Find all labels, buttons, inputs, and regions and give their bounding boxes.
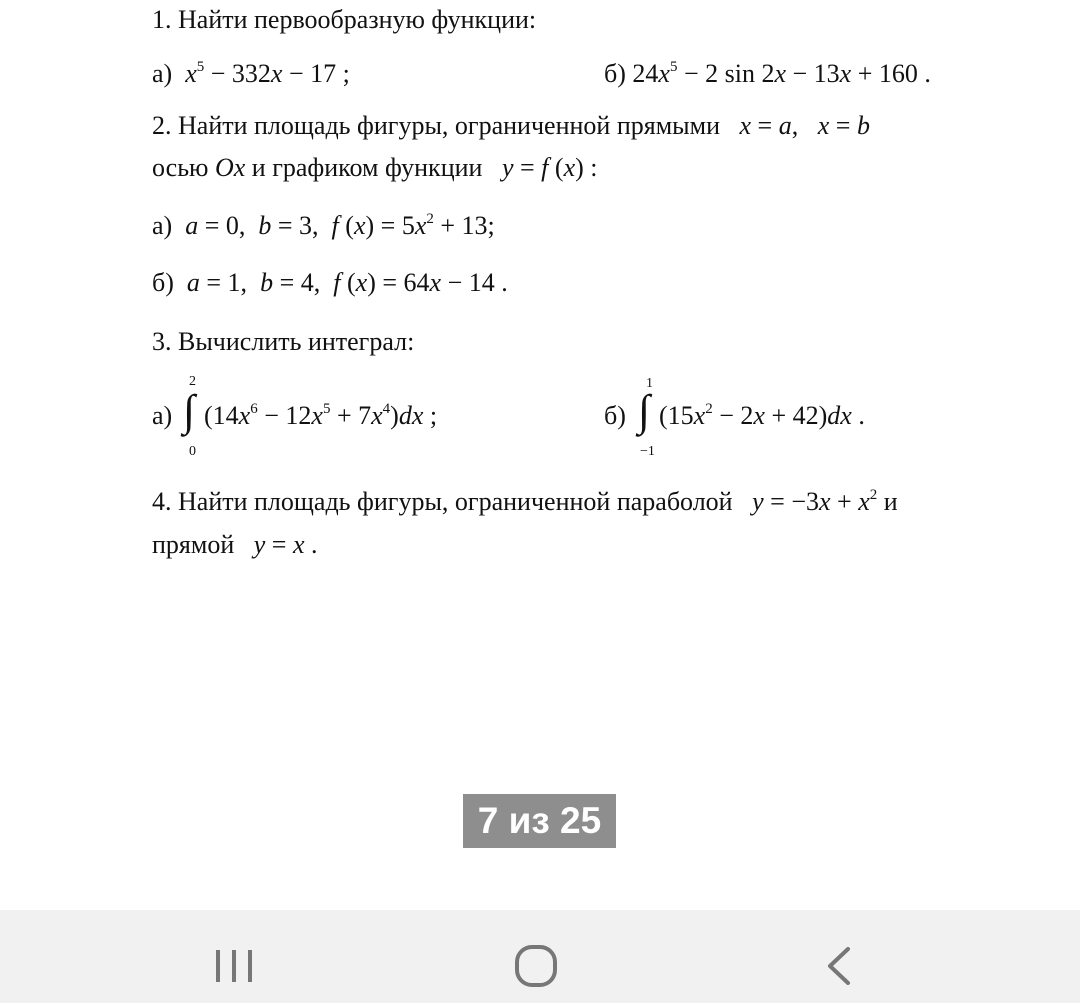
task4-line2 (152, 530, 318, 560)
task3-a-upper-limit: 2 (189, 374, 196, 389)
task2-part-a (152, 211, 495, 241)
task4-parabola: $y = -3x + x^2$ (752, 487, 878, 516)
task3-part-a (152, 375, 552, 465)
task3-a-integral-sign: ∫ (183, 386, 196, 435)
page-indicator: 7 из 25 (463, 794, 616, 848)
task4-title (152, 487, 898, 517)
home-icon (506, 940, 566, 990)
task1-b-formula: $24x^5 - 2$ sin 2x − 13x + 160 . (632, 59, 931, 88)
task3-b-integral-sign: ∫ (638, 386, 651, 435)
task2-title (152, 111, 870, 141)
task2-b-label: б) (152, 268, 174, 297)
task2-bounds: x = a, x = b (739, 111, 870, 140)
back-button[interactable] (812, 940, 872, 990)
task4-line-formula: y = x . (253, 530, 318, 559)
task3-title: 3. Вычислить интеграл: (152, 327, 415, 356)
task2-title-text: 2. Найти площадь фигуры, ограниченной прямыми (152, 111, 720, 140)
task1-title: 1. Найти первообразную функции: (152, 5, 537, 34)
task1-b-label: б) (604, 59, 626, 88)
task1-part-a (152, 59, 350, 89)
task3-b-integrand: $(15x^2 - 2x + 42)dx$ . (659, 401, 865, 430)
task2-function: y = f (x) : (501, 153, 598, 182)
task2-a-label: а) (152, 211, 173, 240)
task3-b-upper-limit: 1 (646, 376, 653, 391)
task3-b-label: б) (604, 401, 626, 430)
task1-a-label: а) (152, 59, 173, 88)
task2-axis-text: осью (152, 153, 209, 182)
task2-a-formula: a = 0, b = 3, f $(x) = 5x^2 + 13$; (185, 211, 495, 240)
task4-title-text: 4. Найти площадь фигуры, ограниченной параболой (152, 487, 733, 516)
home-button[interactable] (506, 940, 566, 990)
task3-part-b (604, 375, 1004, 465)
task2-b-formula: a = 1, b = 4, f (x) = 64x − 14 . (186, 268, 508, 297)
task1-part-b (604, 59, 931, 89)
task2-graph-text: и графиком функции (251, 153, 483, 182)
recent-apps-button[interactable] (204, 940, 264, 990)
task4-and: и (883, 487, 898, 516)
task2-axis-name: Ox (214, 153, 246, 182)
navigation-bar (0, 910, 1080, 1003)
task2-part-b (152, 268, 508, 298)
task3-a-integrand: $(14x^6 - 12x^5 + 7x^4)dx$ ; (204, 401, 438, 430)
task3-a-label: а) (152, 401, 173, 430)
recent-apps-icon (204, 940, 264, 990)
task3-b-lower-limit: −1 (640, 444, 655, 459)
back-icon (812, 940, 872, 990)
task2-title-line2 (152, 153, 598, 183)
task3-a-lower-limit: 0 (189, 444, 196, 459)
task1-a-formula: $x^5 - 332x - 17$ ; (185, 59, 350, 88)
task4-line-text: прямой (152, 530, 235, 559)
